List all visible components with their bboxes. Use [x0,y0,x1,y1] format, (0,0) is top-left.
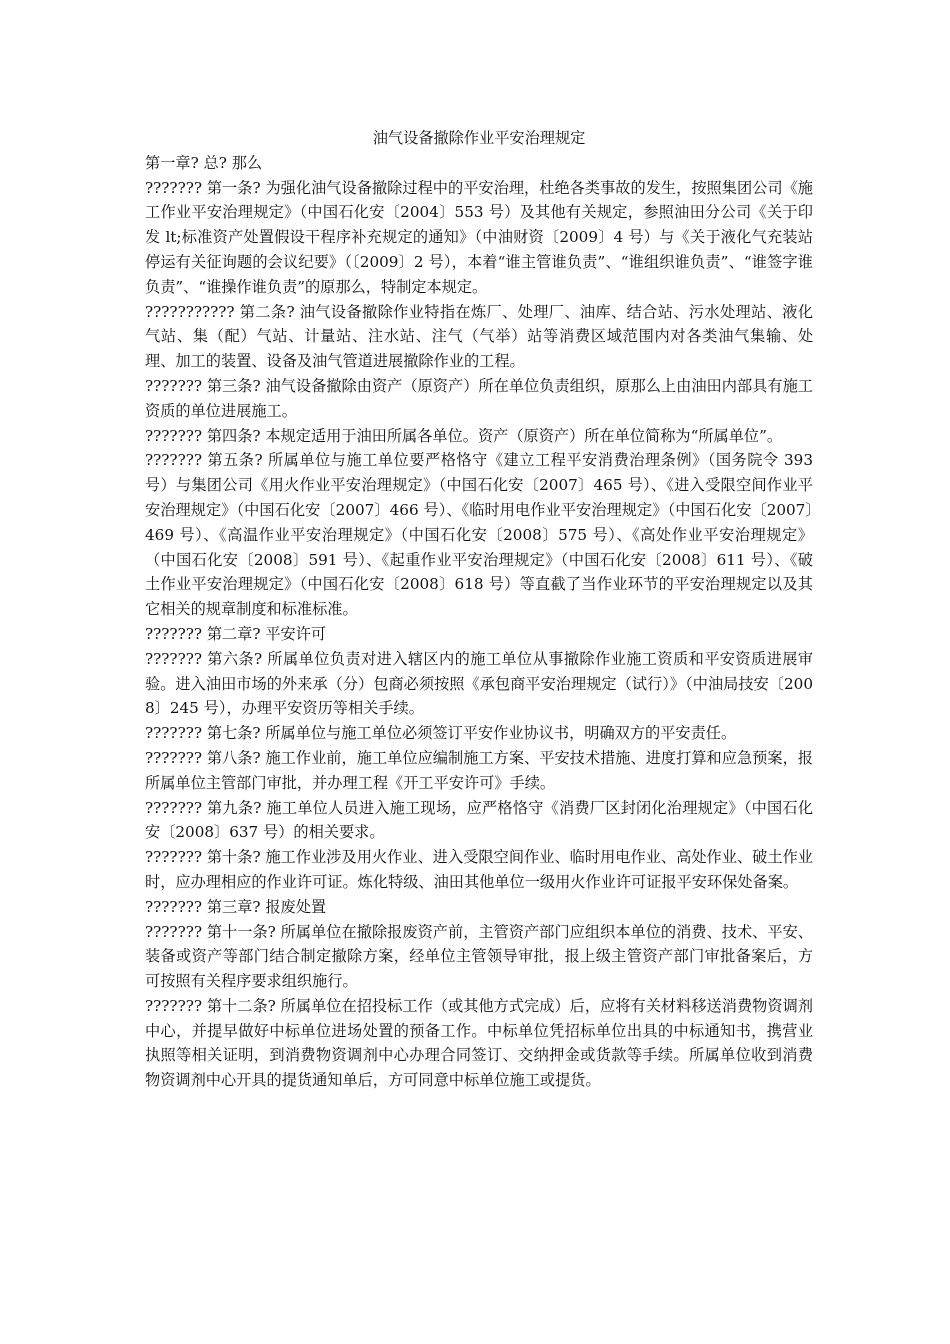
document-title: 油气设备撤除作业平安治理规定 [372,129,586,147]
paragraph-article-4: ??????? 第四条? 本规定适用于油田所属各单位。资产（原资产）所在单位简称为“所属单位”。 [145,426,783,445]
paragraph-article-1: ??????? 第一条? 为强化油气设备撤除过程中的平安治理，杜绝各类事故的发生，按照集团公司《施工作业平安治理规定》（中国石化安〔2004〕553 号）及其他有关规定，参照油田分公司《关于印发 lt;标准资产处置假设干程序补充规定的通知》（中油财资〔2009〕4 号）与《关于液化气充装站停运有关征询题的会议纪要》（〔2009〕2 号），本着“谁主管谁负责”、“谁组织谁负责”、“谁签字谁负责”、“谁操作谁负责”的原那么，特制定本规定。 [145,178,813,296]
paragraph-chapter-2-heading: ??????? 第二章? 平安许可 [145,624,327,643]
paragraph-article-2: ??????????? 第二条? 油气设备撤除作业特指在炼厂、处理厂、油库、结合站、污水处理站、液化气站、集（配）气站、计量站、注水站、注气（气举）站等消费区域范围内对各类油气集输、处理、加工的装置、设备及油气管道进展撤除作业的工程。 [145,302,813,371]
paragraph-chapter-1-heading: 第一章? 总? 那么 [145,153,263,172]
paragraph-article-6: ??????? 第六条? 所属单位负责对进入辖区内的施工单位从事撤除作业施工资质和平安资质进展审验。进入油田市场的外来承（分）包商必须按照《承包商平安治理规定（试行）》（中油局技安〔2008〕245 号），办理平安资历等相关手续。 [145,649,813,718]
paragraph-article-3: ??????? 第三条? 油气设备撤除由资产（原资产）所在单位负责组织，原那么上由油田内部具有施工资质的单位进展施工。 [145,376,813,420]
paragraph-chapter-3-heading: ??????? 第三章? 报废处置 [145,897,327,916]
paragraph-article-7: ??????? 第七条? 所属单位与施工单位必须签订平安作业协议书，明确双方的平安责任。 [145,724,737,743]
paragraph-article-10: ??????? 第十条? 施工作业涉及用火作业、进入受限空间作业、临时用电作业、高处作业、破土作业时，应办理相应的作业许可证。炼化特级、油田其他单位一级用火作业许可证报平安环保处备案。 [145,848,813,891]
paragraph-article-12: ??????? 第十二条? 所属单位在招投标工作（或其他方式完成）后，应将有关材料移送消费物资调剂中心，并提早做好中标单位进场处置的预备工作。中标单位凭招标单位出具的中标通知书，携营业执照等相关证明，到消费物资调剂中心办理合同签订、交纳押金或货款等手续。所属单位收到消费物资调剂中心开具的提货通知单后，方可同意中标单位施工或提货。 [145,996,813,1090]
document-body [145,126,813,1093]
paragraph-article-5: ??????? 第五条? 所属单位与施工单位要严格恪守《建立工程平安消费治理条例》（国务院令 393 号）与集团公司《用火作业平安治理规定》（中国石化安〔2007〕465 号）、《进入受限空间作业平安治理规定》（中国石化安〔2007〕466 号）、《临时用电作业平安治理规定》（中国石化安〔2007〕469 号）、《高温作业平安治理规定》（中国石化安〔2008〕575 号）、《高处作业平安治理规定》（中国石化安〔2008〕591 号）、《起重作业平安治理规定》（中国石化安〔2008〕611 号）、《破土作业平安治理规定》（中国石化安〔2008〕618 号）等直截了当作业环节的平安治理规定以及其它相关的规章制度和标准标准。 [145,451,813,619]
paragraph-article-8: ??????? 第八条? 施工作业前，施工单位应编制施工方案、平安技术措施、进度打算和应急预案，报所属单位主管部门审批，并办理工程《开工平安许可》手续。 [145,748,813,792]
paragraph-article-9: ??????? 第九条? 施工单位人员进入施工现场，应严格恪守《消费厂区封闭化治理规定》（中国石化安〔2008〕637 号）的相关要求。 [145,798,813,842]
paragraph-article-11: ??????? 第十一条? 所属单位在撤除报废资产前，主管资产部门应组织本单位的消费、技术、平安、装备或资产等部门结合制定撤除方案，经单位主管领导审批，报上级主管资产部门审批备案后，方可按照有关程序要求组织施行。 [145,922,813,991]
